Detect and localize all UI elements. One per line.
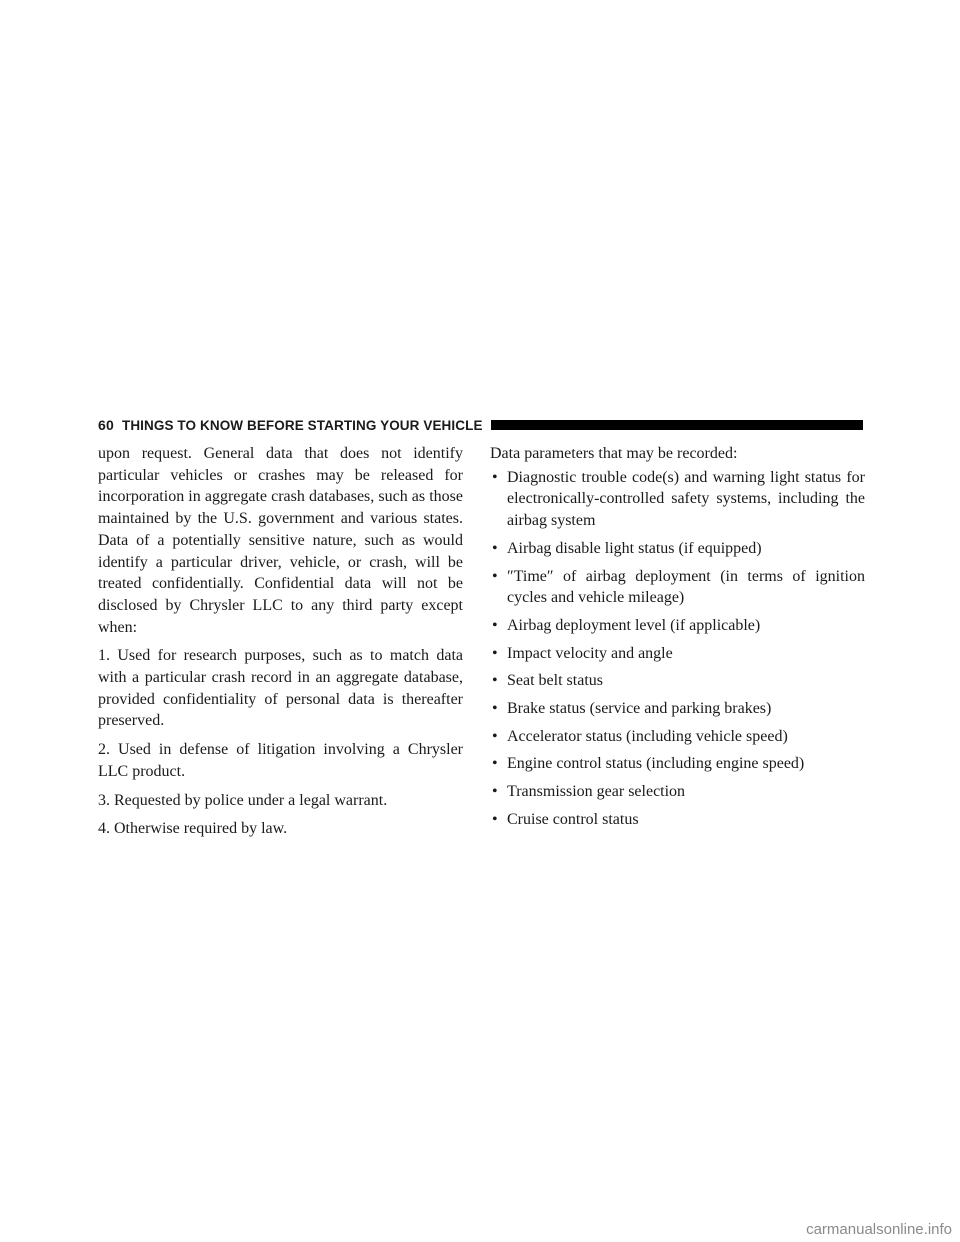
list-item — [490, 467, 865, 532]
list-item-text: Impact velocity and angle — [507, 644, 673, 662]
bullet-icon: • — [492, 810, 498, 828]
list-item-text: Seat belt status — [507, 672, 603, 690]
list-item — [490, 809, 865, 831]
list-item — [490, 566, 865, 609]
watermark-link[interactable]: carmanualsonline.info — [806, 1221, 952, 1238]
right-column — [490, 443, 865, 837]
list-item-text: Brake status (service and parking brakes) — [507, 700, 772, 718]
list-item — [490, 643, 865, 665]
bullet-icon: • — [492, 539, 498, 557]
page-header — [98, 417, 863, 433]
list-item — [490, 698, 865, 720]
paragraph-disclosure: upon request. General data that does not identify particular vehicles or crashes may be released for incorporation in aggregate crash databases, such as those maintained by the U.S. government and various states. Data of a potentially sensitive nature, such as would identify a particular driver, vehicle, or crash, will be treated confidentially. Confidential data will not be disclosed by Chrysler LLC to any third party except when: — [98, 445, 463, 636]
bullet-icon: • — [492, 755, 498, 773]
paragraph-litigation: 2. Used in defense of litigation involving a Chrysler LLC product. — [98, 741, 463, 780]
bullet-icon: • — [492, 468, 498, 486]
list-item-text: Accelerator status (including vehicle speed) — [507, 727, 788, 745]
list-item-text: Airbag deployment level (if applicable) — [507, 616, 761, 634]
data-parameters-list — [490, 467, 865, 831]
list-item — [490, 781, 865, 803]
page-number: 60 — [98, 417, 114, 433]
list-item-text: Cruise control status — [507, 810, 639, 828]
bullet-icon: • — [492, 672, 498, 690]
paragraph-research: 1. Used for research purposes, such as to match data with a particular crash record in an aggregate database, provided confidentiality of personal data is thereafter preserved. — [98, 647, 463, 730]
bullet-icon: • — [492, 783, 498, 801]
list-item-text: Diagnostic trouble code(s) and warning light status for electronically-controlled safety systems, including the airbag system — [507, 468, 865, 530]
paragraph-law: 4. Otherwise required by law. — [98, 820, 288, 838]
list-item-text: Engine control status (including engine speed) — [507, 755, 805, 773]
bullet-icon: • — [492, 700, 498, 718]
paragraph-police: 3. Requested by police under a legal warrant. — [98, 791, 388, 809]
list-item — [490, 726, 865, 748]
left-column — [98, 443, 463, 847]
list-item — [490, 538, 865, 560]
list-item-text: Airbag disable light status (if equipped) — [507, 539, 762, 557]
header-rule — [491, 420, 863, 430]
data-parameters-intro: Data parameters that may be recorded: — [490, 445, 738, 462]
list-item — [490, 670, 865, 692]
bullet-icon: • — [492, 616, 498, 634]
list-item — [490, 615, 865, 637]
section-title: THINGS TO KNOW BEFORE STARTING YOUR VEHICLE — [121, 417, 483, 433]
list-item-text: ″Time″ of airbag deployment (in terms of ignition cycles and vehicle mileage) — [507, 567, 865, 607]
list-item — [490, 753, 865, 775]
bullet-icon: • — [492, 567, 498, 585]
bullet-icon: • — [492, 644, 498, 662]
list-item-text: Transmission gear selection — [507, 783, 686, 801]
bullet-icon: • — [492, 727, 498, 745]
